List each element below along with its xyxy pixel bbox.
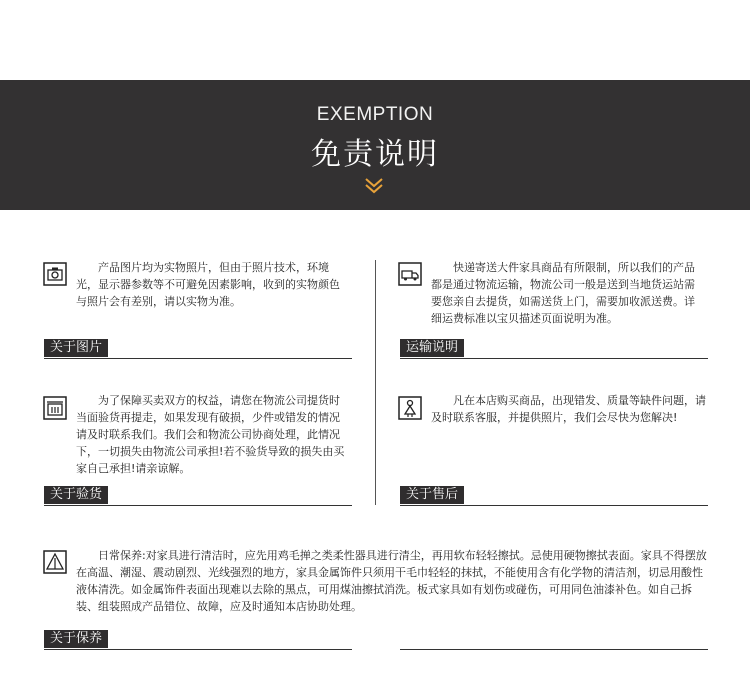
- section-label-after-sales: 关于售后: [400, 486, 464, 504]
- section-rule: [44, 505, 352, 506]
- page-title: 免责说明: [311, 137, 439, 172]
- section-text-maintenance: 日常保养:对家具进行清洁时，应先用鸡毛掸之类柔性器具进行清尘，再用软布轻轻擦拭。忌使用硬物擦拭表面。家具不得摆放在高温、潮湿、震动剧烈、光线强烈的地方，家具金属饰件只须用干毛巾轻轻的抹拭，不能使用含有化学物的清洁剂，切忌用酸性液体清洗。如金属饰件表面出现难以去除的黑点，可用煤油擦拭消洗。板式家具如有划伤或碰伤，可用同色油漆补色。如自己拆装、组装照成产品错位、故障，应及时通知本店协助处理。: [76, 549, 707, 613]
- inspection-box-icon: [43, 396, 67, 420]
- section-label-maintenance: 关于保养: [44, 630, 108, 648]
- camera-icon: [43, 262, 67, 286]
- section-label-shipping: 运输说明: [400, 339, 464, 357]
- service-person-icon: [398, 396, 422, 420]
- warning-triangle-icon: [43, 550, 67, 574]
- section-text-after-sales: 凡在本店购买商品，出现错发、质量等缺件问题，请及时联系客服，并提供照片，我们会尽快为您解决!: [431, 394, 706, 424]
- truck-icon: [398, 262, 422, 286]
- section-rule: [400, 649, 708, 650]
- section-label-inspection: 关于验货: [44, 486, 108, 504]
- section-rule: [44, 649, 352, 650]
- chevron-down-icon: [363, 177, 385, 195]
- section-rule: [400, 505, 708, 506]
- section-text-shipping: 快递寄送大件家具商品有所限制，所以我们的产品都是通过物流运输，物流公司一般是送到当地货运站需要您亲自去提货，如需送货上门，需要加收派送费。详细运费标准以宝贝描述页面说明为准。: [431, 261, 695, 325]
- section-text-images: 产品图片均为实物照片，但由于照片技术，环境光，显示器参数等不可避免因素影响，收到的实物颜色与照片会有差别，请以实物为准。: [76, 261, 340, 308]
- section-text-inspection: 为了保障买卖双方的权益，请您在物流公司提货时当面验货再提走，如果发现有破损，少件或错发的情况请及时联系我们。我们会和物流公司协商处理，此情况下，一切损失由物流公司承担!若不验货导致的损失由买家自己承担!请亲谅解。: [76, 394, 345, 475]
- section-rule: [44, 358, 352, 359]
- section-rule: [400, 358, 708, 359]
- section-label-images: 关于图片: [44, 339, 108, 357]
- title-english: EXEMPTION: [316, 104, 434, 125]
- header-banner: [0, 80, 750, 210]
- column-divider: [375, 260, 376, 505]
